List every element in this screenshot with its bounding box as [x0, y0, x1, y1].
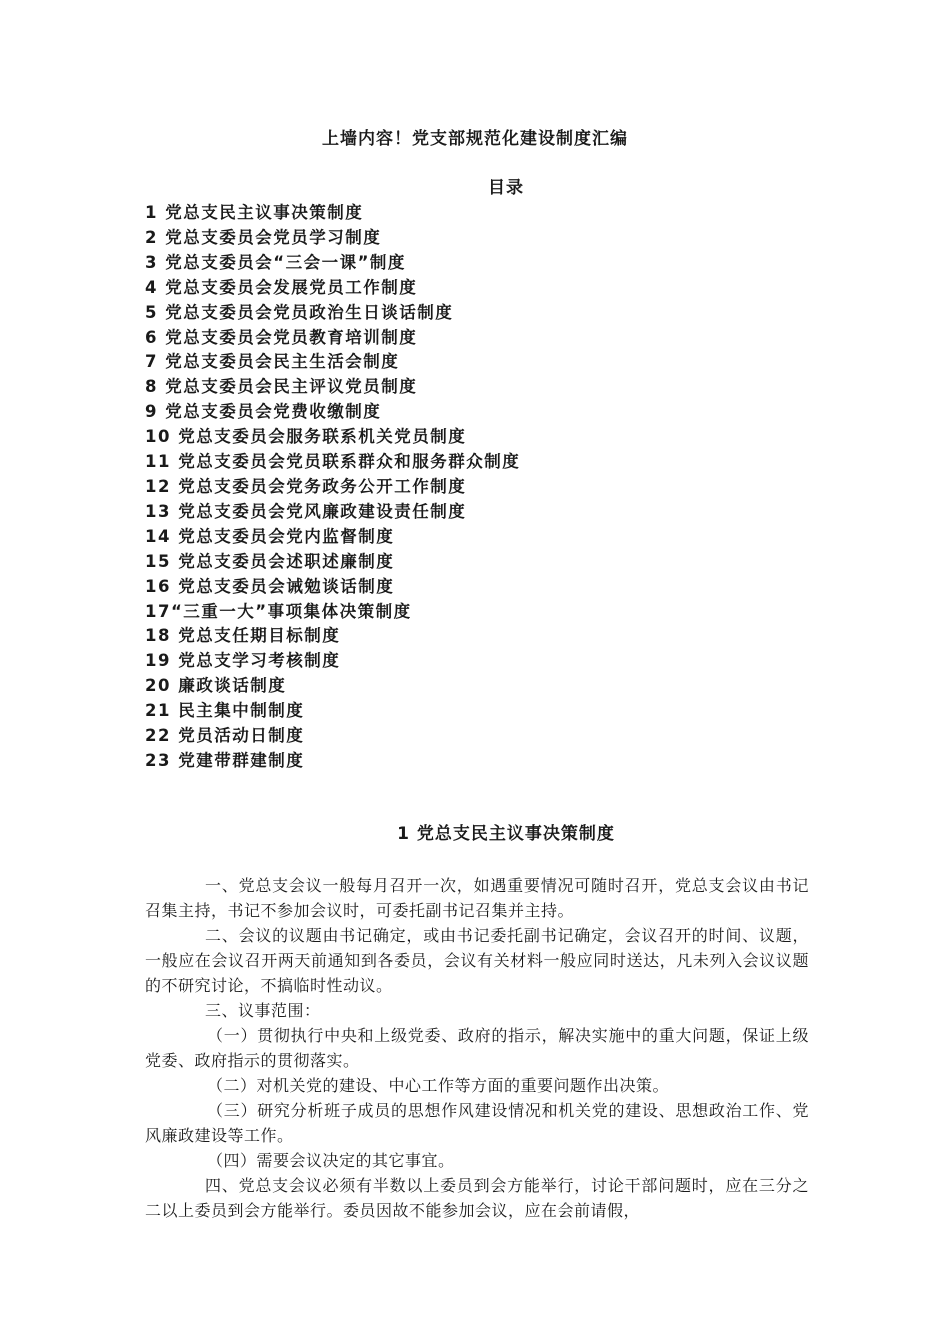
- toc-item: 7 党总支委员会民主生活会制度: [145, 352, 400, 372]
- toc-item: 18 党总支任期目标制度: [145, 626, 341, 646]
- toc-item: 3 党总支委员会“三会一课”制度: [145, 252, 406, 272]
- toc-item: 19 党总支学习考核制度: [145, 651, 341, 671]
- toc-item: 10 党总支委员会服务联系机关党员制度: [145, 427, 467, 447]
- body-paragraph: （一）贯彻执行中央和上级党委、政府的指示，解决实施中的重大问题，保证上级党委、政府指示的贯彻落实。: [145, 1026, 809, 1070]
- toc-item: 5 党总支委员会党员政治生日谈话制度: [145, 302, 454, 322]
- document-title: 上墙内容！党支部规范化建设制度汇编: [322, 129, 628, 149]
- toc-item: 23 党建带群建制度: [145, 750, 305, 770]
- section-body: [145, 873, 809, 1223]
- body-paragraph: （三）研究分析班子成员的思想作风建设情况和机关党的建设、思想政治工作、党风廉政建设等工作。: [145, 1101, 809, 1145]
- toc-item: 16 党总支委员会诫勉谈话制度: [145, 576, 395, 596]
- body-paragraph: 二、会议的议题由书记确定，或由书记委托副书记确定，会议召开的时间、议题，一般应在会议召开两天前通知到各委员，会议有关材料一般应同时送达，凡未列入会议议题的不研究讨论，不搞临时性动议。: [145, 926, 809, 995]
- toc-item: 9 党总支委员会党费收缴制度: [145, 402, 382, 422]
- section-title: 1 党总支民主议事决策制度: [397, 824, 615, 844]
- toc-item: 8 党总支委员会民主评议党员制度: [145, 377, 418, 397]
- toc-heading: 目录: [488, 178, 524, 198]
- toc-item: 12 党总支委员会党务政务公开工作制度: [145, 476, 467, 496]
- toc-item: 6 党总支委员会党员教育培训制度: [145, 327, 418, 347]
- toc-item: 1 党总支民主议事决策制度: [145, 203, 364, 222]
- body-paragraph: （二）对机关党的建设、中心工作等方面的重要问题作出决策。: [207, 1076, 670, 1095]
- toc-item: 17“三重一大”事项集体决策制度: [145, 601, 412, 621]
- toc-item: 21 民主集中制制度: [145, 701, 305, 721]
- body-paragraph: （四）需要会议决定的其它事宜。: [207, 1151, 455, 1170]
- toc-item: 2 党总支委员会党员学习制度: [145, 227, 382, 247]
- toc-item: 4 党总支委员会发展党员工作制度: [145, 277, 418, 297]
- toc-item: 22 党员活动日制度: [145, 726, 305, 746]
- toc-item: 13 党总支委员会党风廉政建设责任制度: [145, 501, 467, 521]
- body-paragraph: 一、党总支会议一般每月召开一次，如遇重要情况可随时召开，党总支会议由书记召集主持，书记不参加会议时，可委托副书记召集并主持。: [145, 876, 809, 920]
- toc-item: 14 党总支委员会党内监督制度: [145, 526, 395, 546]
- toc-item: 20 廉政谈话制度: [145, 676, 287, 696]
- body-paragraph: 四、党总支会议必须有半数以上委员到会方能举行，讨论干部问题时，应在三分之二以上委员到会方能举行。委员因故不能参加会议，应在会前请假，: [145, 1176, 809, 1220]
- body-paragraph: 三、议事范围：: [205, 1001, 321, 1020]
- toc-item: 11 党总支委员会党员联系群众和服务群众制度: [145, 452, 521, 472]
- toc-item: 15 党总支委员会述职述廉制度: [145, 551, 395, 571]
- table-of-contents: [145, 201, 520, 774]
